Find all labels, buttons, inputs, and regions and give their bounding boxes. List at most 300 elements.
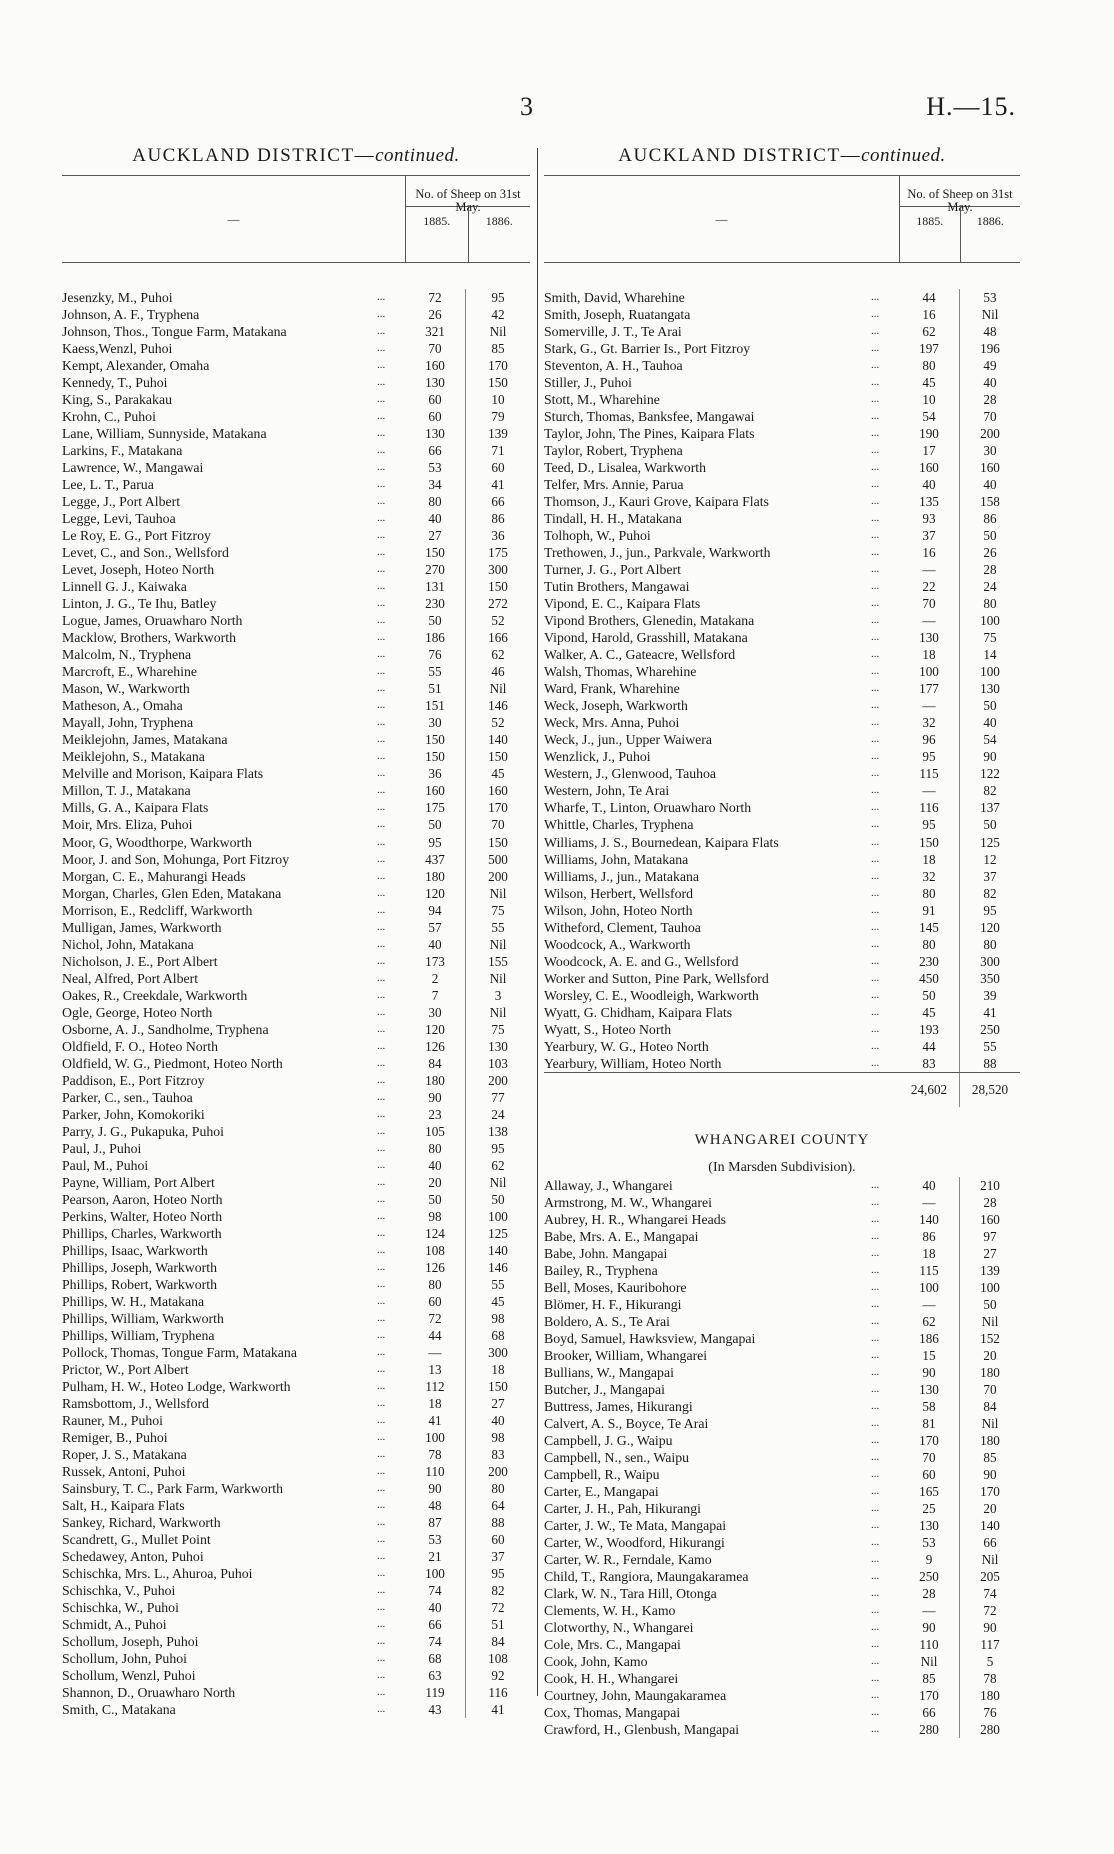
- row-value-1886: 82: [465, 1582, 530, 1599]
- row-value-1886: 116: [465, 1684, 530, 1701]
- row-leader: ...: [871, 1056, 880, 1069]
- row-leader: ...: [377, 495, 386, 508]
- row-value-1885: 100: [425, 1430, 445, 1446]
- row-value-1886: 140: [465, 1242, 530, 1259]
- table-row: [62, 1446, 530, 1463]
- row-name: Levet, Joseph, Hoteo North: [62, 562, 215, 578]
- row-name: Cook, John, Kamo: [544, 1654, 648, 1670]
- row-value-1886: 41: [465, 1701, 530, 1718]
- row-value-1885: 16: [922, 307, 936, 323]
- row-value-1886: 55: [465, 919, 530, 936]
- row-leader: ...: [377, 1311, 386, 1324]
- row-value-1886: 66: [465, 493, 530, 510]
- row-name: Blömer, H. F., Hikurangi: [544, 1296, 682, 1312]
- row-leader: ...: [871, 614, 880, 627]
- table-row: [62, 1480, 530, 1497]
- row-leader: ...: [871, 1229, 880, 1242]
- row-leader: ...: [871, 648, 880, 661]
- row-value-1885: 186: [425, 630, 445, 646]
- table-row: [544, 323, 1020, 340]
- table-row: [544, 1364, 1020, 1381]
- table-row: [544, 1004, 1020, 1021]
- table-row: [62, 851, 530, 868]
- row-leader: ...: [377, 1107, 386, 1120]
- table-row: [544, 816, 1020, 833]
- row-leader: ...: [871, 1502, 880, 1515]
- table-row: [62, 714, 530, 731]
- table-row: [62, 1174, 530, 1191]
- row-name: Johnson, Thos., Tongue Farm, Matakana: [62, 324, 287, 340]
- table-row: [544, 1687, 1020, 1704]
- row-value-1886: 117: [959, 1636, 1020, 1653]
- row-value-1885: 115: [919, 766, 939, 782]
- row-value-1886: Nil: [465, 1174, 530, 1191]
- row-name: Lee, L. T., Parua: [62, 477, 154, 493]
- table-row: [62, 510, 530, 527]
- row-value-1885: 130: [425, 426, 445, 442]
- row-value-1885: 78: [428, 1447, 442, 1463]
- row-name: Cole, Mrs. C., Mangapai: [544, 1637, 681, 1653]
- table-row: [544, 1585, 1020, 1602]
- table-row: [544, 1721, 1020, 1738]
- row-value-1885: 30: [428, 1004, 442, 1020]
- table-row: [62, 459, 530, 476]
- row-name: Cox, Thomas, Mangapai: [544, 1705, 681, 1721]
- row-name: Clark, W. N., Tara Hill, Otonga: [544, 1586, 717, 1602]
- row-leader: ...: [871, 478, 880, 491]
- row-name: Vipond, E. C., Kaipara Flats: [544, 596, 701, 612]
- row-value-1886: 18: [465, 1361, 530, 1378]
- table-row: [544, 1211, 1020, 1228]
- table-row: [544, 1551, 1020, 1568]
- row-name: Woodcock, A., Warkworth: [544, 936, 691, 952]
- table-row: [544, 714, 1020, 731]
- right-district-title: AUCKLAND DISTRICT—continued.: [618, 145, 946, 166]
- table-row: [62, 782, 530, 799]
- row-value-1885: 95: [922, 817, 936, 833]
- row-value-1885: 40: [428, 936, 442, 952]
- row-value-1886: 45: [465, 765, 530, 782]
- row-value-1886: 72: [959, 1602, 1020, 1619]
- row-leader: ...: [871, 1348, 880, 1361]
- row-value-1886: 146: [465, 1259, 530, 1276]
- row-leader: ...: [871, 444, 880, 457]
- table-row: [62, 1106, 530, 1123]
- row-value-1886: 55: [465, 1276, 530, 1293]
- table-row: [62, 834, 530, 851]
- row-value-1885: —: [922, 1296, 936, 1312]
- row-leader: ...: [377, 359, 386, 372]
- table-row: [62, 1225, 530, 1242]
- row-value-1885: —: [922, 783, 936, 799]
- row-leader: ...: [377, 325, 386, 338]
- row-value-1886: 62: [465, 1157, 530, 1174]
- row-leader: ...: [377, 1550, 386, 1563]
- table-row: [62, 663, 530, 680]
- row-leader: ...: [871, 1246, 880, 1259]
- row-name: Jesenzky, M., Puhoi: [62, 290, 173, 305]
- row-name: Legge, J., Port Albert: [62, 494, 181, 510]
- row-value-1885: 15: [922, 1347, 936, 1363]
- row-value-1886: Nil: [465, 323, 530, 340]
- row-value-1886: 10: [465, 391, 530, 408]
- row-value-1885: 43: [428, 1702, 442, 1718]
- row-value-1885: 72: [428, 1310, 442, 1326]
- table-row: [62, 1429, 530, 1446]
- table-row: [544, 1330, 1020, 1347]
- row-leader: ...: [871, 1005, 880, 1018]
- right-header-year-1886: 1886.: [960, 207, 1021, 262]
- row-value-1885: 140: [919, 1211, 939, 1227]
- row-value-1885: 2: [431, 970, 439, 986]
- row-name: Carter, W., Woodford, Hikurangi: [544, 1535, 725, 1551]
- right-table-body: [544, 263, 1020, 1072]
- row-leader: ...: [871, 376, 880, 389]
- row-value-1886: 85: [959, 1449, 1020, 1466]
- row-value-1886: 98: [465, 1310, 530, 1327]
- row-name: Ogle, George, Hoteo North: [62, 1004, 213, 1020]
- row-name: Babe, Mrs. A. E., Mangapai: [544, 1228, 699, 1244]
- row-leader: ...: [377, 1397, 386, 1410]
- row-value-1886: 60: [465, 1531, 530, 1548]
- row-leader: ...: [871, 682, 880, 695]
- table-row: [62, 953, 530, 970]
- row-leader: ...: [377, 478, 386, 491]
- row-name: Ramsbottom, J., Wellsford: [62, 1396, 209, 1412]
- row-name: Schischka, Mrs. L., Ahuroa, Puhoi: [62, 1566, 253, 1582]
- row-leader: ...: [377, 750, 386, 763]
- table-row: [544, 646, 1020, 663]
- row-name: Boldero, A. S., Te Arai: [544, 1313, 671, 1329]
- row-value-1885: 18: [922, 851, 936, 867]
- row-name: Neal, Alfred, Port Albert: [62, 970, 199, 986]
- row-value-1885: 100: [919, 664, 939, 680]
- row-leader: ...: [871, 1039, 880, 1052]
- table-row: [544, 391, 1020, 408]
- row-value-1886: 150: [465, 748, 530, 765]
- row-leader: ...: [871, 665, 880, 678]
- row-leader: ...: [871, 767, 880, 780]
- row-leader: ...: [871, 1553, 880, 1566]
- row-value-1886: 90: [959, 1619, 1020, 1636]
- row-name: Meiklejohn, S., Matakana: [62, 749, 205, 765]
- row-leader: ...: [377, 733, 386, 746]
- row-value-1886: 60: [465, 459, 530, 476]
- row-name: Parry, J. G., Pukapuka, Puhoi: [62, 1123, 224, 1139]
- row-value-1886: 12: [959, 851, 1020, 868]
- row-value-1885: 160: [425, 783, 445, 799]
- row-leader: ...: [377, 784, 386, 797]
- row-value-1886: 130: [465, 1038, 530, 1055]
- row-value-1885: 91: [922, 902, 936, 918]
- row-leader: ...: [871, 1519, 880, 1532]
- row-value-1886: 39: [959, 987, 1020, 1004]
- row-name: Williams, J. S., Bournedean, Kaipara Flats: [544, 834, 779, 850]
- row-leader: ...: [871, 631, 880, 644]
- row-leader: ...: [377, 1448, 386, 1461]
- row-leader: ...: [377, 852, 386, 865]
- row-name: Kaess,Wenzl, Puhoi: [62, 341, 173, 357]
- row-name: Wyatt, G. Chidham, Kaipara Flats: [544, 1004, 733, 1020]
- row-value-1886: 45: [465, 1293, 530, 1310]
- table-row: [62, 544, 530, 561]
- row-value-1886: 200: [465, 1463, 530, 1480]
- table-row: [544, 1228, 1020, 1245]
- row-value-1886: 68: [465, 1327, 530, 1344]
- row-name: Phillips, William, Tryphena: [62, 1327, 215, 1343]
- row-value-1885: 17: [922, 443, 936, 459]
- row-name: Schollum, Wenzl, Puhoi: [62, 1668, 196, 1684]
- row-name: Morgan, Charles, Glen Eden, Matakana: [62, 885, 282, 901]
- row-name: Williams, John, Matakana: [544, 851, 689, 867]
- row-leader: ...: [377, 1686, 386, 1699]
- row-value-1885: 44: [428, 1327, 442, 1343]
- row-leader: ...: [871, 1706, 880, 1719]
- table-row: [544, 1245, 1020, 1262]
- row-value-1885: 145: [919, 919, 939, 935]
- row-name: Prictor, W., Port Albert: [62, 1361, 189, 1377]
- row-value-1886: Nil: [959, 1415, 1020, 1432]
- row-leader: ...: [871, 886, 880, 899]
- row-value-1886: 140: [959, 1517, 1020, 1534]
- table-row: [544, 1483, 1020, 1500]
- row-name: Buttress, James, Hikurangi: [544, 1398, 693, 1414]
- row-leader: ...: [377, 1516, 386, 1529]
- row-value-1885: 135: [919, 494, 939, 510]
- table-row: [544, 1398, 1020, 1415]
- row-value-1885: 9: [925, 1552, 933, 1568]
- row-value-1885: 20: [428, 1174, 442, 1190]
- row-leader: ...: [377, 1431, 386, 1444]
- table-row: [544, 578, 1020, 595]
- row-name: Schollum, Joseph, Puhoi: [62, 1634, 199, 1650]
- row-name: Wenzlick, J., Puhoi: [544, 749, 651, 765]
- row-name: Moor, J. and Son, Mohunga, Port Fitzroy: [62, 851, 290, 867]
- table-row: [62, 1055, 530, 1072]
- table-row: [544, 1636, 1020, 1653]
- row-name: Pollock, Thomas, Tongue Farm, Matakana: [62, 1344, 297, 1360]
- row-value-1885: 66: [922, 1705, 936, 1721]
- row-name: Legge, Levi, Tauhoa: [62, 511, 176, 527]
- table-row: [62, 1667, 530, 1684]
- row-value-1886: 75: [465, 902, 530, 919]
- row-leader: ...: [871, 495, 880, 508]
- row-value-1886: 80: [959, 936, 1020, 953]
- row-value-1885: 18: [428, 1396, 442, 1412]
- row-value-1885: 40: [922, 1177, 936, 1193]
- table-row: [62, 1599, 530, 1616]
- row-name: Phillips, W. H., Matakana: [62, 1293, 205, 1309]
- row-value-1886: 70: [959, 1381, 1020, 1398]
- row-value-1885: 22: [922, 579, 936, 595]
- row-leader: ...: [377, 1345, 386, 1358]
- row-name: Schollum, John, Puhoi: [62, 1651, 187, 1667]
- row-name: Phillips, Joseph, Warkworth: [62, 1259, 217, 1275]
- row-value-1886: 130: [959, 680, 1020, 697]
- row-value-1885: 70: [922, 596, 936, 612]
- row-leader: ...: [871, 308, 880, 321]
- whangarei-table-body: [544, 1177, 1020, 1739]
- row-value-1886: 205: [959, 1568, 1020, 1585]
- row-leader: ...: [871, 1587, 880, 1600]
- row-leader: ...: [871, 852, 880, 865]
- row-value-1886: 90: [959, 748, 1020, 765]
- table-row: [62, 1191, 530, 1208]
- row-name: Phillips, William, Warkworth: [62, 1310, 224, 1326]
- row-name: Nichol, John, Matakana: [62, 936, 194, 952]
- row-name: Williams, J., jun., Matakana: [544, 868, 700, 884]
- table-row: [544, 306, 1020, 323]
- row-leader: ...: [871, 1195, 880, 1208]
- row-name: Mayall, John, Tryphena: [62, 715, 194, 731]
- row-value-1885: 165: [919, 1484, 939, 1499]
- row-leader: ...: [377, 1584, 386, 1597]
- left-header-blank: —: [227, 211, 240, 226]
- row-value-1885: 18: [922, 1245, 936, 1261]
- table-row: [62, 1378, 530, 1395]
- row-value-1885: 170: [919, 1688, 939, 1704]
- row-name: Moor, G, Woodthorpe, Warkworth: [62, 834, 252, 850]
- table-row: [62, 578, 530, 595]
- row-value-1885: 160: [919, 460, 939, 476]
- row-value-1886: 40: [959, 374, 1020, 391]
- row-value-1886: 170: [465, 799, 530, 816]
- row-value-1885: 40: [428, 1157, 442, 1173]
- row-leader: ...: [871, 1485, 880, 1497]
- table-row: [62, 595, 530, 612]
- table-row: [544, 1466, 1020, 1483]
- row-value-1885: 250: [919, 1569, 939, 1585]
- row-value-1885: 124: [425, 1225, 445, 1241]
- row-value-1886: 41: [465, 476, 530, 493]
- row-value-1885: 53: [428, 460, 442, 476]
- row-value-1885: 44: [922, 1038, 936, 1054]
- row-name: Oakes, R., Creekdale, Warkworth: [62, 987, 248, 1003]
- row-name: Pulham, H. W., Hoteo Lodge, Warkworth: [62, 1379, 291, 1394]
- left-district-title: AUCKLAND DISTRICT—continued.: [132, 145, 460, 166]
- row-leader: ...: [871, 393, 880, 406]
- row-name: Worsley, C. E., Woodleigh, Warkworth: [544, 987, 759, 1003]
- row-value-1885: 108: [425, 1242, 445, 1258]
- table-row: [62, 680, 530, 697]
- row-value-1886: 36: [465, 527, 530, 544]
- row-leader: ...: [377, 1635, 386, 1648]
- row-value-1885: —: [922, 613, 936, 629]
- row-value-1885: 62: [922, 1313, 936, 1329]
- table-row: [544, 408, 1020, 425]
- left-header-sheep-title: No. of Sheep on 31st May.: [406, 176, 530, 207]
- document-code: H.—15.: [926, 92, 1016, 121]
- row-name: King, S., Parakakau: [62, 392, 172, 408]
- row-value-1886: 37: [959, 868, 1020, 885]
- row-value-1886: 100: [959, 663, 1020, 680]
- row-value-1885: 51: [428, 681, 442, 697]
- row-value-1885: 90: [922, 1364, 936, 1380]
- row-name: Russek, Antoni, Puhoi: [62, 1464, 186, 1480]
- row-value-1885: 186: [919, 1330, 939, 1346]
- row-name: Stott, M., Wharehine: [544, 392, 660, 408]
- row-leader: ...: [377, 444, 386, 457]
- row-name: Salt, H., Kaipara Flats: [62, 1498, 185, 1514]
- row-value-1885: —: [922, 698, 936, 714]
- row-value-1886: 50: [959, 1296, 1020, 1313]
- row-leader: ...: [871, 818, 880, 831]
- row-leader: ...: [871, 1178, 880, 1191]
- row-value-1886: Nil: [465, 885, 530, 902]
- row-leader: ...: [871, 359, 880, 372]
- row-value-1886: 139: [465, 425, 530, 442]
- row-value-1885: 87: [428, 1515, 442, 1531]
- row-name: Tutin Brothers, Mangawai: [544, 579, 690, 595]
- row-value-1886: 137: [959, 799, 1020, 816]
- row-name: Clements, W. H., Kamo: [544, 1603, 676, 1619]
- row-value-1885: 40: [922, 477, 936, 493]
- row-value-1886: 125: [465, 1225, 530, 1242]
- row-name: Stark, G., Gt. Barrier Is., Port Fitzroy: [544, 341, 751, 357]
- row-leader: ...: [871, 1672, 880, 1685]
- row-name: Vipond, Harold, Grasshill, Matakana: [544, 630, 748, 646]
- row-value-1886: 54: [959, 731, 1020, 748]
- row-leader: ...: [871, 1331, 880, 1344]
- section-title: WHANGAREI COUNTY: [694, 1131, 870, 1148]
- row-leader: ...: [871, 1433, 880, 1446]
- row-name: Walker, A. C., Gateacre, Wellsford: [544, 647, 736, 663]
- row-value-1885: 50: [428, 613, 442, 629]
- table-row: [62, 629, 530, 646]
- row-leader: ...: [377, 1056, 386, 1069]
- row-value-1885: 34: [428, 477, 442, 493]
- row-leader: ...: [871, 971, 880, 984]
- row-leader: ...: [377, 1294, 386, 1307]
- row-value-1885: 170: [919, 1432, 939, 1448]
- row-value-1886: 86: [959, 510, 1020, 527]
- table-row: [62, 868, 530, 885]
- row-value-1885: 177: [919, 681, 939, 697]
- row-name: Oldfield, W. G., Piedmont, Hoteo North: [62, 1055, 283, 1071]
- row-leader: ...: [871, 1022, 880, 1035]
- row-name: Perkins, Walter, Hoteo North: [62, 1208, 223, 1224]
- row-value-1886: 28: [959, 561, 1020, 578]
- row-value-1885: 37: [922, 528, 936, 544]
- row-value-1885: 72: [428, 290, 442, 305]
- row-value-1886: 74: [959, 1585, 1020, 1602]
- row-value-1885: 66: [428, 1617, 442, 1633]
- row-leader: ...: [871, 716, 880, 729]
- row-value-1885: 193: [919, 1021, 939, 1037]
- row-leader: ...: [871, 580, 880, 593]
- row-name: Tindall, H. H., Matakana: [544, 511, 682, 527]
- table-row: [544, 748, 1020, 765]
- table-row: [62, 1242, 530, 1259]
- row-leader: ...: [377, 529, 386, 542]
- row-value-1885: 50: [922, 987, 936, 1003]
- row-name: Clotworthy, N., Whangarei: [544, 1620, 694, 1636]
- table-row: [62, 1293, 530, 1310]
- row-leader: ...: [377, 1124, 386, 1137]
- row-value-1885: 197: [919, 341, 939, 357]
- row-value-1885: —: [922, 562, 936, 578]
- table-row: [544, 1021, 1020, 1038]
- row-value-1885: 18: [922, 647, 936, 663]
- table-row: [544, 374, 1020, 391]
- row-name: Walsh, Thomas, Wharehine: [544, 664, 697, 680]
- row-value-1886: 88: [465, 1514, 530, 1531]
- row-value-1886: 180: [959, 1687, 1020, 1704]
- row-name: Lawrence, W., Mangawai: [62, 460, 204, 476]
- row-leader: ...: [377, 563, 386, 576]
- table-row: [544, 970, 1020, 987]
- table-row: [544, 612, 1020, 629]
